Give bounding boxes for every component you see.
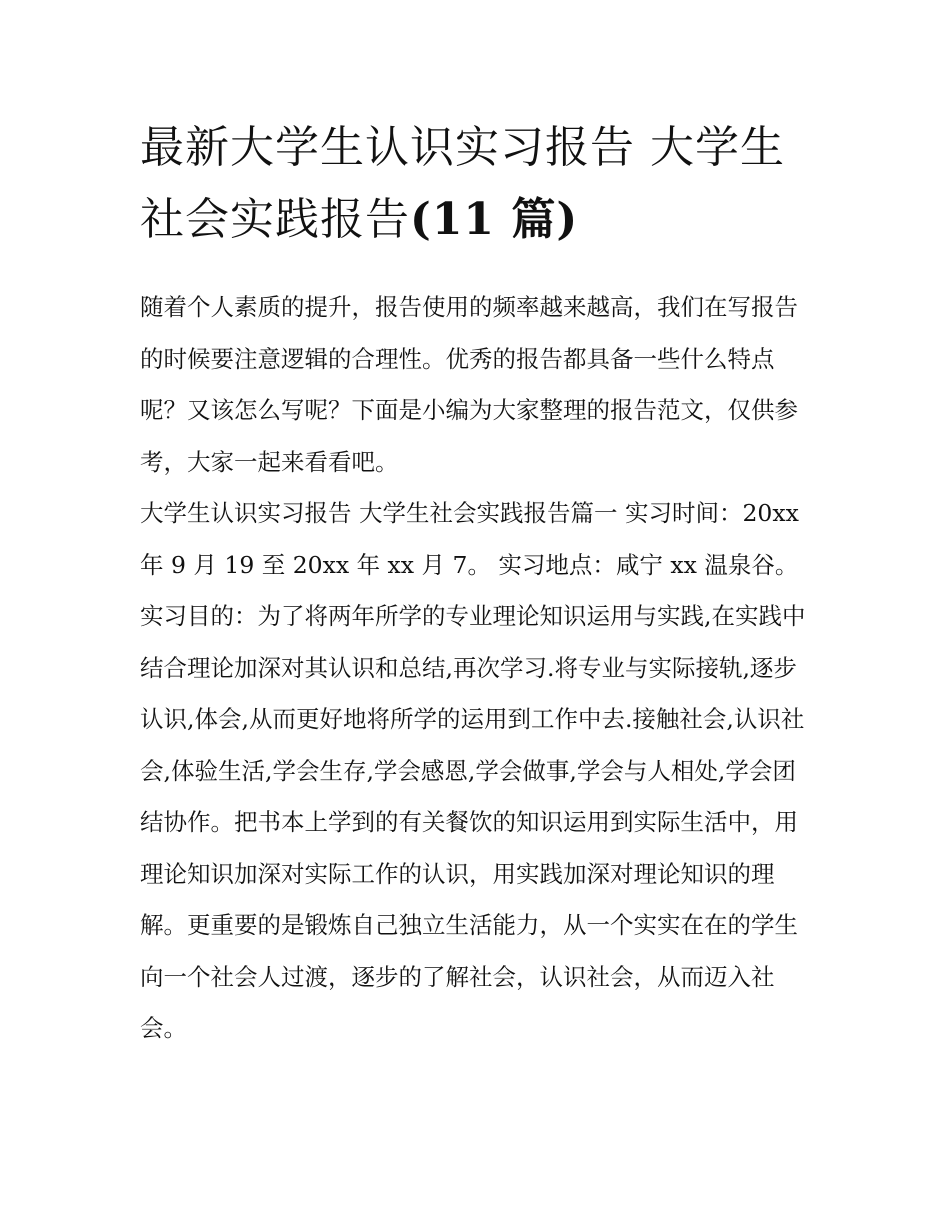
document-page xyxy=(140,112,812,1055)
intro-paragraph: 随着个人素质的提升，报告使用的频率越来越高，我们在写报告的时候要注意逻辑的合理性。优秀的报告都具备一些什么特点呢？又该怎么写呢？下面是小编为大家整理的报告范文，仅供参考，大家一起来看看吧。 xyxy=(140,293,798,476)
title-text: 最新大学生认识实习报告 大学生社会实践报告 xyxy=(140,122,785,245)
title-count: (11 篇) xyxy=(410,194,579,245)
internship-purpose-paragraph: 实习目的：为了将两年所学的专业理论知识运用与实践,在实践中结合理论加深对其认识和总结,再次学习.将专业与实际接轨,逐步认识,体会,从而更好地将所学的运用到工作中去.接触社会,认识社会,体验生活,学会生存,学会感恩,学会做事,学会与人相处,学会团结协作。把书本上学到的有关餐饮的知识运用到实际生活中，用理论知识加深对实际工作的认识，用实践加深对理论知识的理解。更重要的是锻炼自己独立生活能力，从一个实实在在的学生向一个社会人过渡，逐步的了解社会，认识社会，从而迈入社会。 xyxy=(140,602,806,1042)
document-title xyxy=(140,112,812,256)
internship-time-location-paragraph: 大学生认识实习报告 大学生社会实践报告篇一 实习时间：20xx 年 9 月 19 至 20xx 年 xx 月 7。 实习地点：咸宁 xx 温泉谷。 xyxy=(140,499,799,579)
